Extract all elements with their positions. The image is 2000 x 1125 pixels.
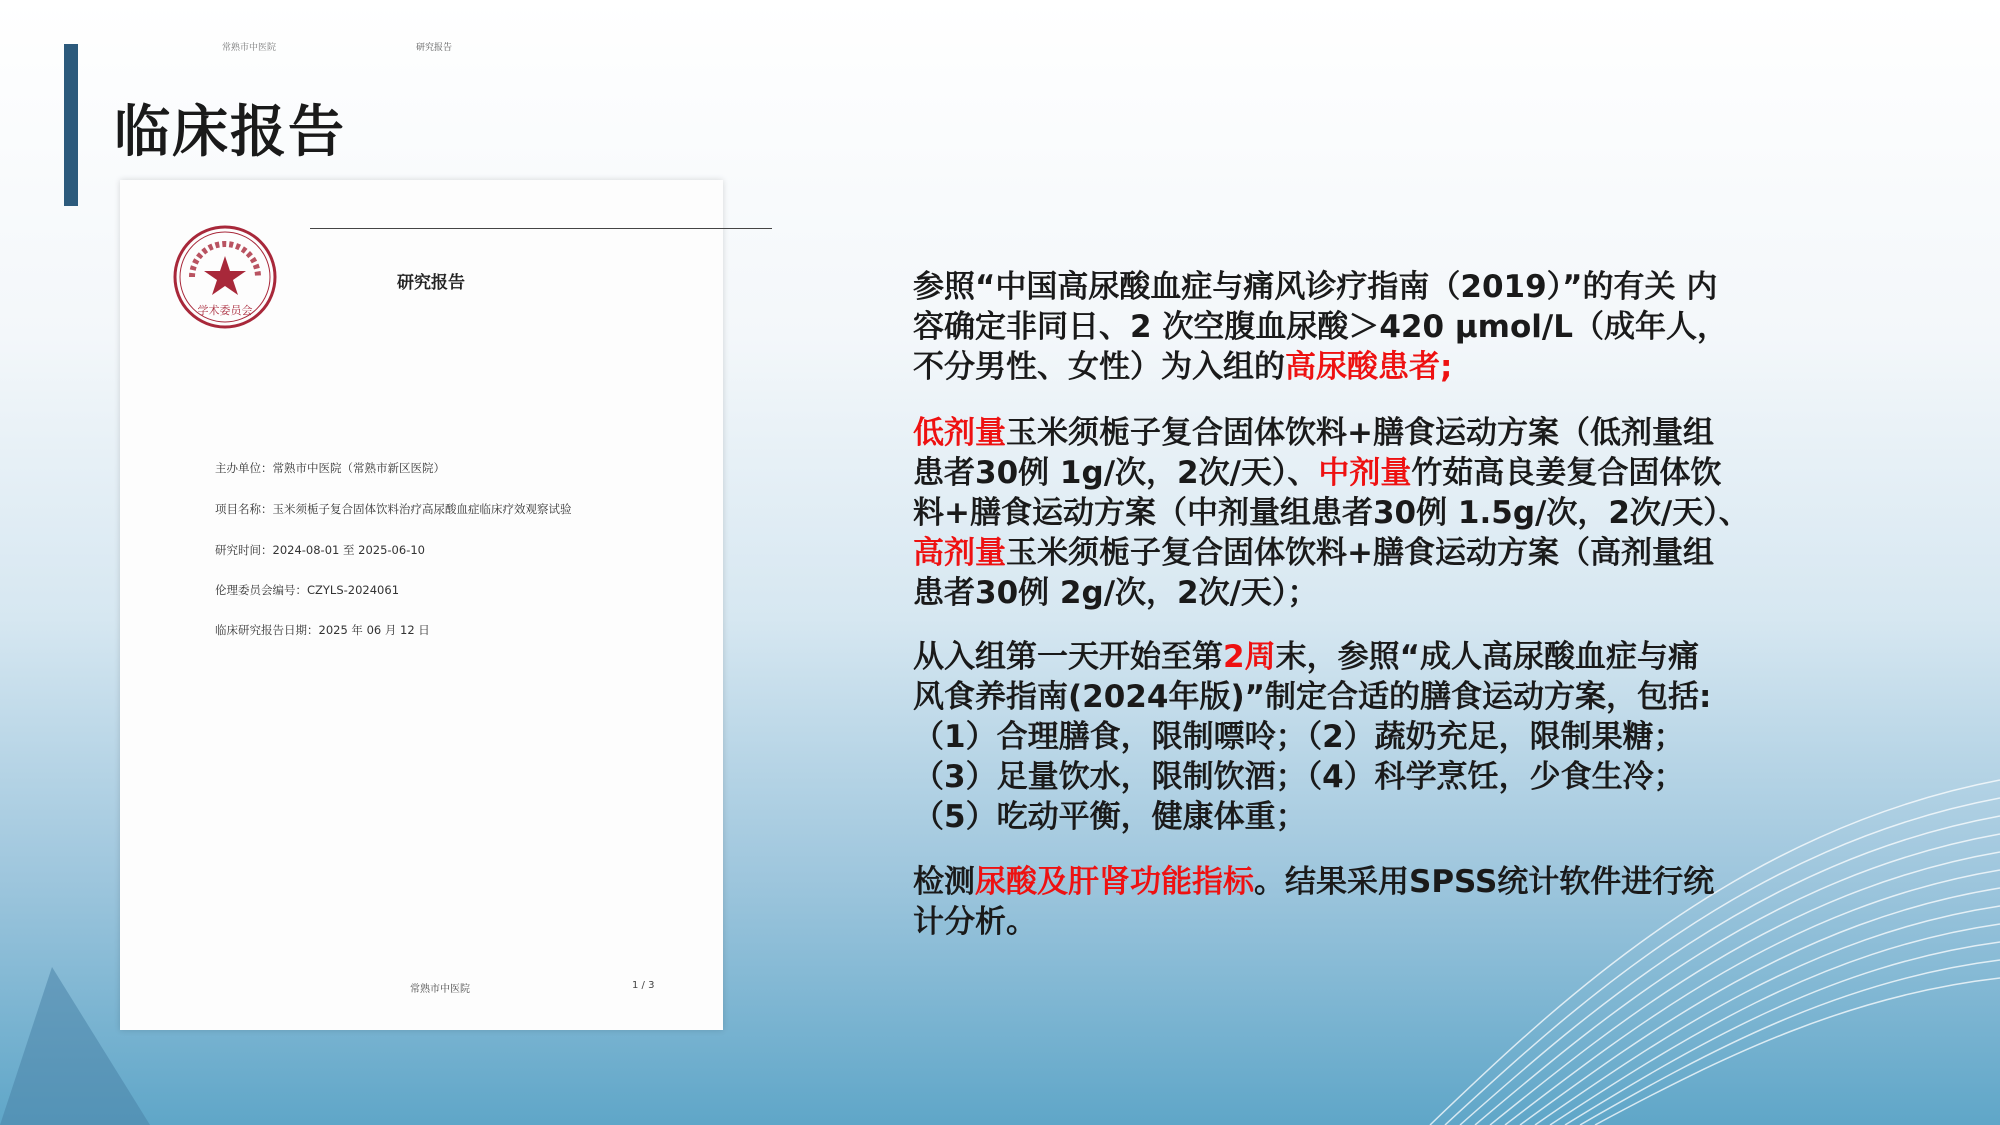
text-span: 不分男性、女性）为入组的	[913, 349, 1285, 385]
text-line	[913, 533, 1813, 573]
text-line: 料+膳食运动方案（中剂量组患者30例 1.5g/次，2次/天）、	[913, 495, 1750, 531]
text-span: 。结果采用SPSS统计软件进行统	[1254, 864, 1715, 900]
text-line: 风食养指南(2024年版)”制定合适的膳食运动方案，包括:	[913, 679, 1712, 715]
highlight-span: 2周	[1223, 639, 1276, 675]
seal-bottom-text: 学术委员会	[197, 304, 253, 317]
text-line: （1）合理膳食，限制嘌呤；（2）蔬奶充足，限制果糖；	[913, 719, 1685, 755]
document-footer-hospital: 常熟市中医院	[410, 984, 470, 995]
doc-field-ethics-number: 伦理委员会编号：CZYLS-2024061	[215, 583, 400, 597]
text-line	[913, 637, 1813, 677]
text-line: 患者30例 2g/次，2次/天）；	[913, 575, 1319, 611]
text-line: 计分析。	[913, 904, 1037, 940]
text-span: 检测	[913, 864, 975, 900]
text-span: 患者30例 1g/次，2次/天）、	[913, 455, 1319, 491]
text-line	[913, 413, 1813, 453]
doc-field-project-name: 项目名称：玉米须栀子复合固体饮料治疗高尿酸血症临床疗效观察试验	[215, 502, 572, 516]
text-line	[913, 862, 1813, 902]
seal-stamp-icon	[170, 222, 280, 332]
text-span: 玉米须栀子复合固体饮料+膳食运动方案（低剂量组	[1006, 415, 1714, 451]
paragraph-diet-plan	[913, 637, 1813, 837]
text-span: 末，参照“成人高尿酸血症与痛	[1275, 639, 1699, 675]
text-span: 从入组第一天开始至第	[913, 639, 1223, 675]
highlight-span: 高尿酸患者;	[1285, 349, 1453, 385]
text-line: （5）吃动平衡，健康体重；	[913, 799, 1307, 835]
slide-title: 临床报告	[114, 100, 346, 165]
doc-field-organizer: 主办单位：常熟市中医院（常熟市新区医院）	[215, 461, 445, 475]
document-footer-page-number: 1 / 3	[632, 980, 655, 991]
doc-field-report-date: 临床研究报告日期：2025 年 06 月 12 日	[215, 623, 430, 637]
highlight-span: 低剂量	[913, 415, 1006, 451]
text-line: （3）足量饮水，限制饮酒；（4）科学烹饪，少食生冷；	[913, 759, 1685, 795]
highlight-span: 尿酸及肝肾功能指标	[975, 864, 1254, 900]
title-accent-bar	[64, 44, 78, 206]
text-span: 竹茹高良姜复合固体饮	[1411, 455, 1722, 491]
text-span: 玉米须栀子复合固体饮料+膳食运动方案（高剂量组	[1006, 535, 1714, 571]
paragraph-inclusion-criteria	[913, 267, 1813, 387]
highlight-span: 中剂量	[1318, 455, 1412, 491]
doc-field-research-period: 研究时间：2024-08-01 至 2025-06-10	[215, 543, 425, 557]
text-line	[913, 453, 1813, 493]
document-header-center: 研究报告	[416, 43, 453, 53]
text-line	[913, 347, 1813, 387]
text-line: 容确定非同日、2 次空腹血尿酸＞420 μmol/L（成年人，	[913, 309, 1728, 345]
highlight-span: 高剂量	[913, 535, 1006, 571]
paragraph-dosage-groups	[913, 413, 1813, 613]
paragraph-testing	[913, 862, 1813, 942]
document-header-rule	[310, 228, 772, 229]
document-title: 研究报告	[397, 273, 465, 293]
text-line: 参照“中国高尿酸血症与痛风诊疗指南（2019）”的有关 内	[913, 269, 1718, 305]
document-header-left: 常熟市中医院	[222, 43, 277, 53]
